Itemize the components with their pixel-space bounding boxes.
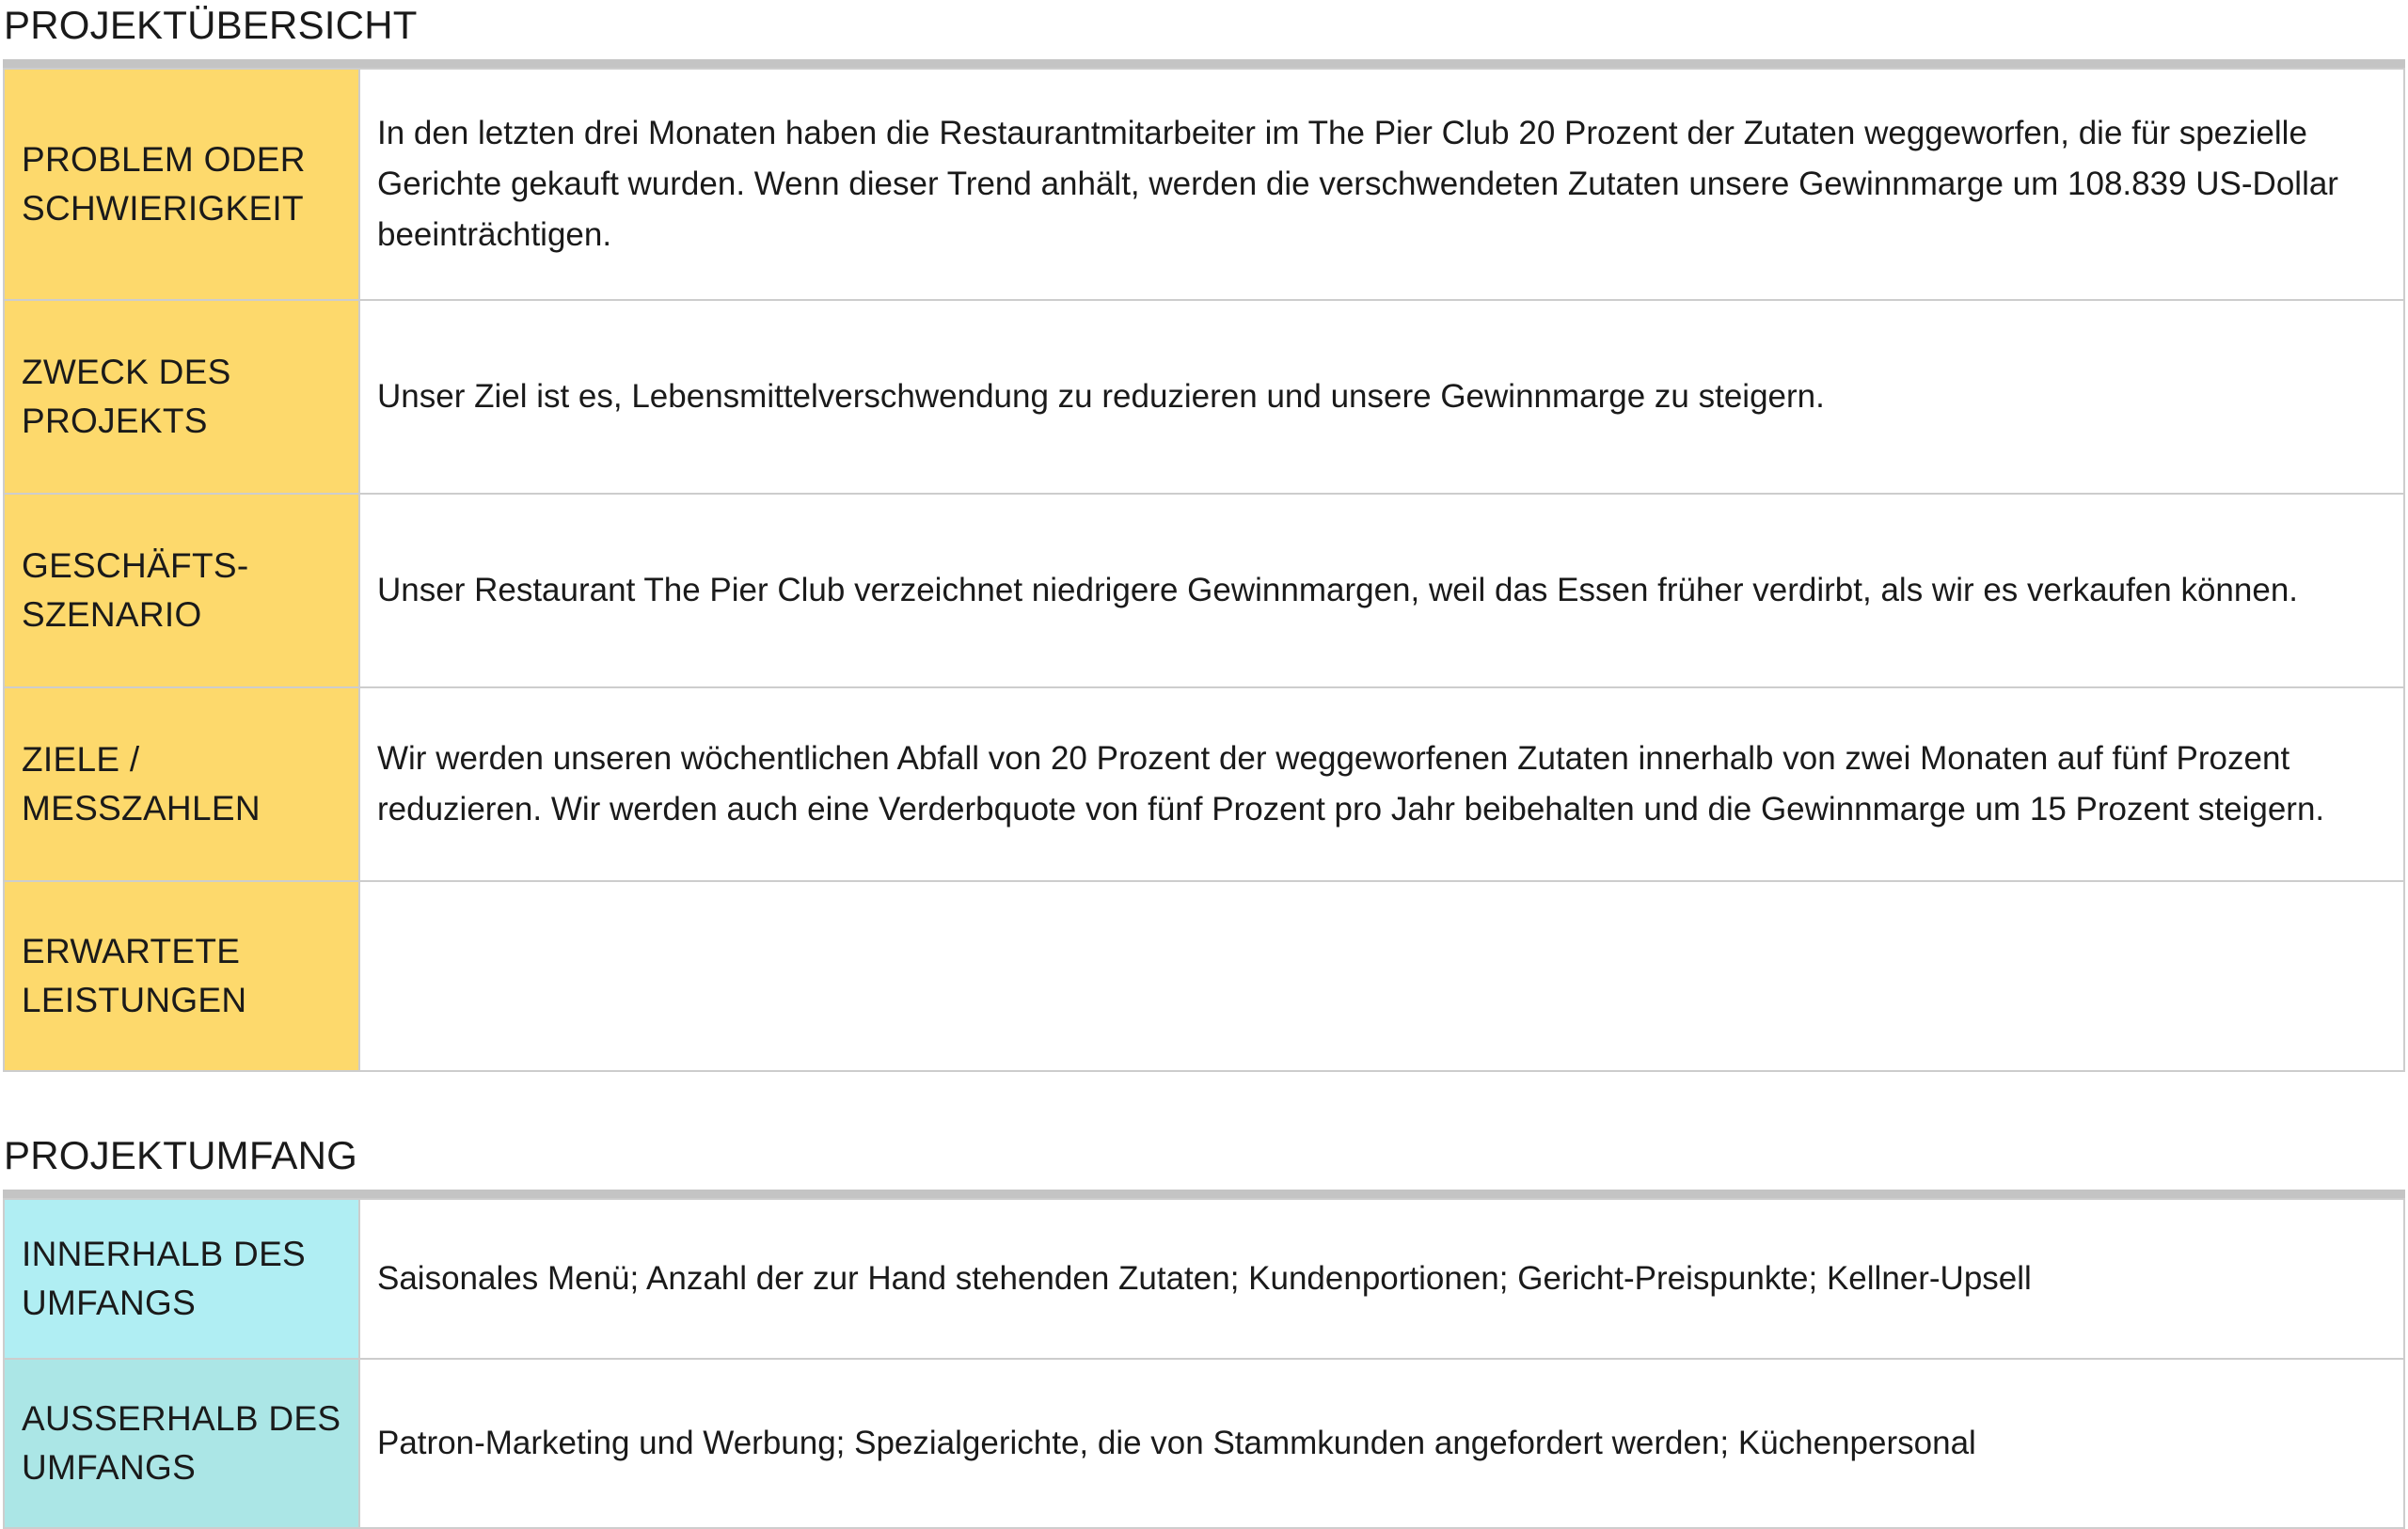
- row-content-goals[interactable]: Wir werden unseren wöchentlichen Abfall von 20 Prozent der weggeworfenen Zutaten innerhalb von zwei Monaten auf fünf Prozent reduzieren. Wir werden auch eine Verderbquote von fünf Prozent pro Jahr beibehalten und die Gewinnmarge um 15 Prozent steigern.: [359, 687, 2404, 881]
- row-label-business-case: GESCHÄFTS-SZENARIO: [4, 494, 359, 687]
- row-content-in-scope[interactable]: Saisonales Menü; Anzahl der zur Hand stehenden Zutaten; Kundenportionen; Gericht-Preispunkte; Kellner-Upsell: [359, 1199, 2404, 1359]
- scope-section-title: PROJEKTUMFANG: [4, 1133, 357, 1177]
- overview-header-bar: [3, 59, 2405, 68]
- overview-section-title: PROJEKTÜBERSICHT: [4, 3, 418, 47]
- row-label-out-of-scope: AUSSERHALB DES UMFANGS: [4, 1359, 359, 1528]
- row-content-purpose[interactable]: Unser Ziel ist es, Lebensmittelverschwendung zu reduzieren und unsere Gewinnmarge zu steigern.: [359, 300, 2404, 494]
- table-row: [4, 687, 2404, 881]
- scope-header-bar: [3, 1190, 2405, 1198]
- row-label-goals: ZIELE / MESSZAHLEN: [4, 687, 359, 881]
- row-label-in-scope: INNERHALB DES UMFANGS: [4, 1199, 359, 1359]
- table-row: [4, 494, 2404, 687]
- overview-table: [3, 68, 2405, 1072]
- row-content-deliverables[interactable]: [359, 881, 2404, 1071]
- table-row: [4, 69, 2404, 300]
- row-content-business-case[interactable]: Unser Restaurant The Pier Club verzeichnet niedrigere Gewinnmargen, weil das Essen früher verdirbt, als wir es verkaufen können.: [359, 494, 2404, 687]
- row-label-problem: PROBLEM ODER SCHWIERIGKEIT: [4, 69, 359, 300]
- row-content-out-of-scope[interactable]: Patron-Marketing und Werbung; Spezialgerichte, die von Stammkunden angefordert werden; Küchenpersonal: [359, 1359, 2404, 1528]
- table-row: [4, 300, 2404, 494]
- table-row: [4, 881, 2404, 1071]
- table-row: [4, 1199, 2404, 1359]
- row-label-purpose: ZWECK DES PROJEKTS: [4, 300, 359, 494]
- row-content-problem[interactable]: In den letzten drei Monaten haben die Restaurantmitarbeiter im The Pier Club 20 Prozent der Zutaten weggeworfen, die für spezielle Gerichte gekauft wurden. Wenn dieser Trend anhält, werden die verschwendeten Zutaten unsere Gewinnmarge um 108.839 US-Dollar beeinträchtigen.: [359, 69, 2404, 300]
- row-label-deliverables: ERWARTETE LEISTUNGEN: [4, 881, 359, 1071]
- table-row: [4, 1359, 2404, 1528]
- scope-table: [3, 1198, 2405, 1529]
